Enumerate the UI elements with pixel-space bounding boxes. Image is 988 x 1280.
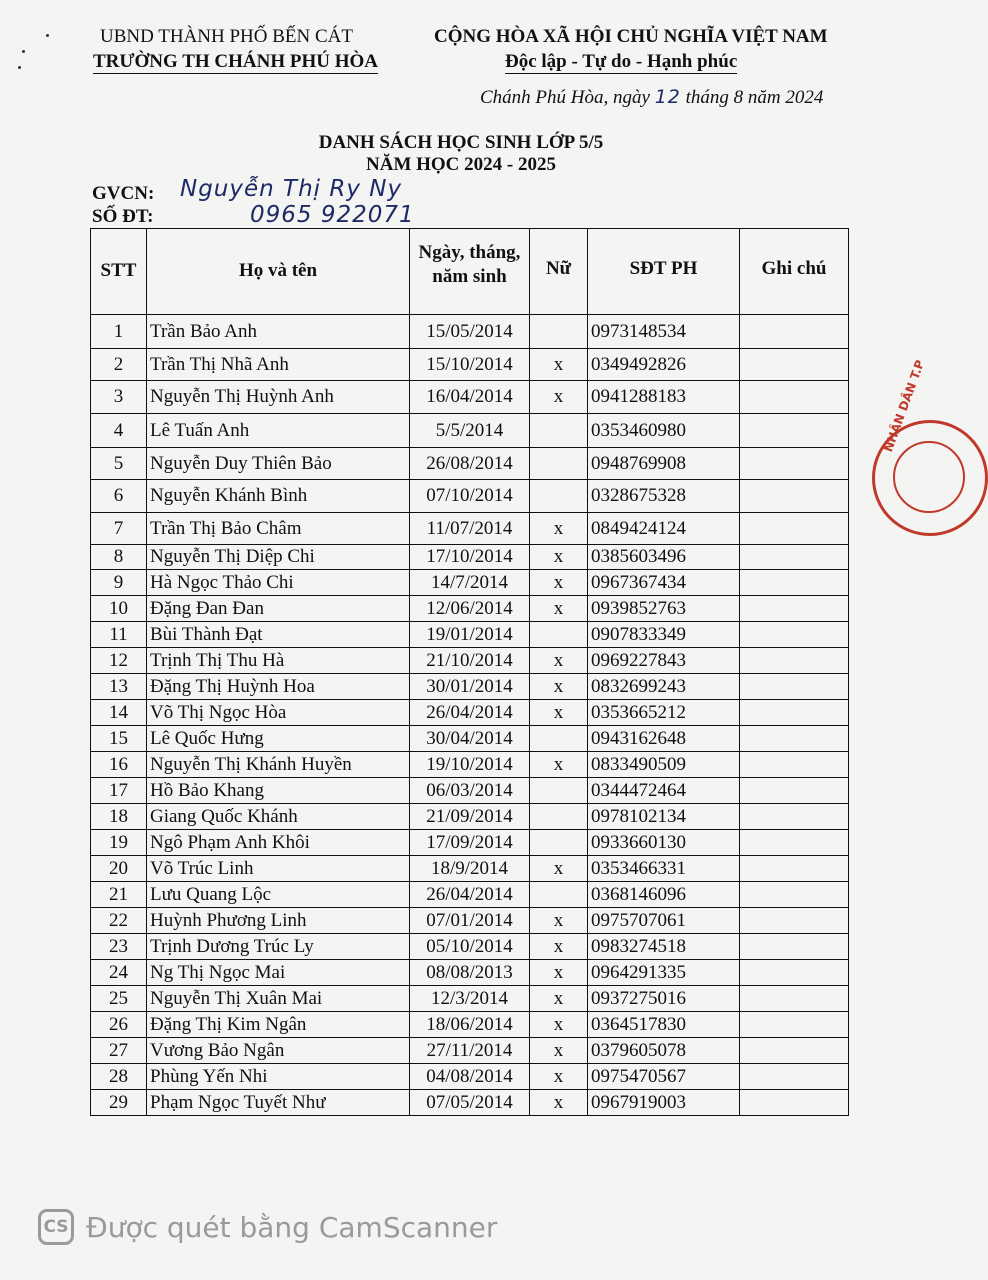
header-dob-line2: năm sinh — [432, 266, 507, 287]
cell-stt: 24 — [91, 960, 147, 986]
cell-note — [740, 1064, 849, 1090]
table-row — [91, 726, 849, 752]
camscanner-watermark — [38, 1207, 497, 1247]
cell-note — [740, 1038, 849, 1064]
table-row — [91, 414, 849, 448]
cell-parent-phone: 0939852763 — [588, 596, 740, 622]
table-row — [91, 700, 849, 726]
cell-female — [530, 804, 588, 830]
cell-parent-phone: 0379605078 — [588, 1038, 740, 1064]
cell-parent-phone: 0937275016 — [588, 986, 740, 1012]
document-title: DANH SÁCH HỌC SINH LỚP 5/5 — [318, 132, 604, 153]
cell-parent-phone: 0385603496 — [588, 545, 740, 570]
cell-name: Trần Bảo Anh — [147, 315, 410, 349]
table-row — [91, 448, 849, 480]
cell-name: Võ Trúc Linh — [147, 856, 410, 882]
cell-note — [740, 986, 849, 1012]
org-line-1: UBND THÀNH PHỐ BẾN CÁT — [100, 26, 353, 47]
cell-note — [740, 648, 849, 674]
cell-female: x — [530, 648, 588, 674]
scan-speck — [18, 66, 21, 69]
cell-dob: 30/01/2014 — [410, 674, 530, 700]
cell-parent-phone: 0353460980 — [588, 414, 740, 448]
cell-parent-phone: 0973148534 — [588, 315, 740, 349]
cell-parent-phone: 0832699243 — [588, 674, 740, 700]
header-dob-line1: Ngày, tháng, — [418, 242, 521, 263]
cell-dob: 19/01/2014 — [410, 622, 530, 648]
cell-stt: 6 — [91, 480, 147, 513]
cell-female: x — [530, 1064, 588, 1090]
teacher-label: GVCN: — [92, 183, 155, 204]
cell-female: x — [530, 908, 588, 934]
table-row — [91, 960, 849, 986]
cell-parent-phone: 0967919003 — [588, 1090, 740, 1116]
table-row — [91, 381, 849, 414]
camscanner-logo-icon: CS — [38, 1209, 74, 1245]
cell-female — [530, 448, 588, 480]
cell-stt: 11 — [91, 622, 147, 648]
cell-parent-phone: 0364517830 — [588, 1012, 740, 1038]
cell-name: Nguyễn Duy Thiên Bảo — [147, 448, 410, 480]
cell-note — [740, 414, 849, 448]
cell-dob: 18/9/2014 — [410, 856, 530, 882]
cell-parent-phone: 0353665212 — [588, 700, 740, 726]
cell-stt: 4 — [91, 414, 147, 448]
cell-dob: 21/09/2014 — [410, 804, 530, 830]
cell-note — [740, 960, 849, 986]
cell-name: Nguyễn Thị Khánh Huyền — [147, 752, 410, 778]
cell-stt: 27 — [91, 1038, 147, 1064]
cell-parent-phone: 0975707061 — [588, 908, 740, 934]
cell-female: x — [530, 381, 588, 414]
table-body — [91, 315, 849, 1116]
motto: Độc lập - Tự do - Hạnh phúc — [505, 51, 738, 72]
document-date — [480, 86, 823, 109]
cell-dob: 06/03/2014 — [410, 778, 530, 804]
cell-name: Nguyễn Thị Huỳnh Anh — [147, 381, 410, 414]
cell-stt: 3 — [91, 381, 147, 414]
cell-note — [740, 622, 849, 648]
cell-note — [740, 804, 849, 830]
table-row — [91, 622, 849, 648]
cell-note — [740, 545, 849, 570]
cell-stt: 20 — [91, 856, 147, 882]
header-note: Ghi chú — [740, 229, 849, 315]
date-prefix: Chánh Phú Hòa, ngày — [480, 87, 650, 108]
cell-parent-phone: 0948769908 — [588, 448, 740, 480]
header-name: Họ và tên — [147, 229, 410, 315]
cell-name: Giang Quốc Khánh — [147, 804, 410, 830]
cell-female: x — [530, 856, 588, 882]
cell-female: x — [530, 596, 588, 622]
cell-note — [740, 448, 849, 480]
cell-stt: 2 — [91, 349, 147, 381]
cell-female: x — [530, 934, 588, 960]
cell-female: x — [530, 1090, 588, 1116]
cell-dob: 5/5/2014 — [410, 414, 530, 448]
cell-name: Ngô Phạm Anh Khôi — [147, 830, 410, 856]
cell-stt: 17 — [91, 778, 147, 804]
scan-speck — [46, 34, 49, 37]
cell-note — [740, 778, 849, 804]
cell-female — [530, 622, 588, 648]
cell-dob: 07/05/2014 — [410, 1090, 530, 1116]
cell-stt: 1 — [91, 315, 147, 349]
cell-dob: 12/06/2014 — [410, 596, 530, 622]
cell-name: Hồ Bảo Khang — [147, 778, 410, 804]
teacher-phone-handwritten: 0965 922071 — [250, 202, 415, 228]
cell-name: Bùi Thành Đạt — [147, 622, 410, 648]
cell-note — [740, 1090, 849, 1116]
table-row — [91, 596, 849, 622]
cell-note — [740, 570, 849, 596]
cell-stt: 12 — [91, 648, 147, 674]
cell-note — [740, 596, 849, 622]
cell-stt: 21 — [91, 882, 147, 908]
header-stt: STT — [91, 229, 147, 315]
cell-parent-phone: 0933660130 — [588, 830, 740, 856]
school-name: TRƯỜNG TH CHÁNH PHÚ HÒA — [93, 51, 379, 72]
cell-stt: 18 — [91, 804, 147, 830]
table-row — [91, 752, 849, 778]
cell-note — [740, 674, 849, 700]
cell-note — [740, 882, 849, 908]
cell-stt: 13 — [91, 674, 147, 700]
table-row — [91, 648, 849, 674]
cell-dob: 04/08/2014 — [410, 1064, 530, 1090]
cell-note — [740, 700, 849, 726]
table-row — [91, 882, 849, 908]
cell-stt: 8 — [91, 545, 147, 570]
red-seal-stamp — [872, 358, 988, 536]
cell-stt: 23 — [91, 934, 147, 960]
cell-name: Nguyễn Thị Diệp Chi — [147, 545, 410, 570]
cell-parent-phone: 0967367434 — [588, 570, 740, 596]
cell-name: Phùng Yến Nhi — [147, 1064, 410, 1090]
cell-name: Đặng Đan Đan — [147, 596, 410, 622]
cell-parent-phone: 0349492826 — [588, 349, 740, 381]
table-row — [91, 1038, 849, 1064]
cell-female: x — [530, 513, 588, 545]
cell-note — [740, 1012, 849, 1038]
seal-inner-ring — [893, 441, 965, 513]
phone-label: SỐ ĐT: — [92, 206, 154, 227]
cell-name: Nguyễn Khánh Bình — [147, 480, 410, 513]
date-day-handwritten: 12 — [654, 86, 681, 108]
cell-stt: 7 — [91, 513, 147, 545]
table-row — [91, 513, 849, 545]
cell-dob: 07/01/2014 — [410, 908, 530, 934]
cell-female — [530, 882, 588, 908]
cell-parent-phone: 0849424124 — [588, 513, 740, 545]
cell-note — [740, 856, 849, 882]
cell-name: Lê Tuấn Anh — [147, 414, 410, 448]
table-row — [91, 908, 849, 934]
cell-dob: 19/10/2014 — [410, 752, 530, 778]
cell-dob: 17/10/2014 — [410, 545, 530, 570]
cell-dob: 08/08/2013 — [410, 960, 530, 986]
cell-parent-phone: 0833490509 — [588, 752, 740, 778]
cell-female: x — [530, 545, 588, 570]
cell-note — [740, 513, 849, 545]
cell-note — [740, 349, 849, 381]
cell-stt: 28 — [91, 1064, 147, 1090]
cell-dob: 11/07/2014 — [410, 513, 530, 545]
cell-female — [530, 414, 588, 448]
cell-stt: 5 — [91, 448, 147, 480]
cell-dob: 07/10/2014 — [410, 480, 530, 513]
cell-name: Huỳnh Phương Linh — [147, 908, 410, 934]
cell-parent-phone: 0941288183 — [588, 381, 740, 414]
table-row — [91, 545, 849, 570]
table-row — [91, 778, 849, 804]
cell-stt: 14 — [91, 700, 147, 726]
cell-parent-phone: 0368146096 — [588, 882, 740, 908]
table-row — [91, 349, 849, 381]
cell-note — [740, 908, 849, 934]
cell-female: x — [530, 674, 588, 700]
table-row — [91, 804, 849, 830]
cell-female: x — [530, 1012, 588, 1038]
cell-dob: 15/05/2014 — [410, 315, 530, 349]
cell-name: Trịnh Dương Trúc Ly — [147, 934, 410, 960]
cell-name: Đặng Thị Kim Ngân — [147, 1012, 410, 1038]
cell-female: x — [530, 986, 588, 1012]
cell-note — [740, 480, 849, 513]
cell-female — [530, 726, 588, 752]
cell-note — [740, 315, 849, 349]
nation-line-1: CỘNG HÒA XÃ HỘI CHỦ NGHĨA VIỆT NAM — [434, 26, 828, 47]
header-parent-phone: SĐT PH — [588, 229, 740, 315]
cell-name: Ng Thị Ngọc Mai — [147, 960, 410, 986]
cell-female: x — [530, 349, 588, 381]
cell-female — [530, 778, 588, 804]
cell-note — [740, 726, 849, 752]
cell-name: Lê Quốc Hưng — [147, 726, 410, 752]
cell-name: Trịnh Thị Thu Hà — [147, 648, 410, 674]
cell-female — [530, 830, 588, 856]
table-row — [91, 856, 849, 882]
cell-parent-phone: 0328675328 — [588, 480, 740, 513]
school-year: NĂM HỌC 2024 - 2025 — [366, 154, 556, 175]
cell-dob: 17/09/2014 — [410, 830, 530, 856]
cell-dob: 26/04/2014 — [410, 882, 530, 908]
cell-stt: 10 — [91, 596, 147, 622]
cell-dob: 14/7/2014 — [410, 570, 530, 596]
cell-dob: 26/04/2014 — [410, 700, 530, 726]
table-row — [91, 1090, 849, 1116]
header-dob — [410, 229, 530, 315]
cell-stt: 25 — [91, 986, 147, 1012]
cell-dob: 21/10/2014 — [410, 648, 530, 674]
cell-dob: 12/3/2014 — [410, 986, 530, 1012]
cell-name: Lưu Quang Lộc — [147, 882, 410, 908]
cell-parent-phone: 0353466331 — [588, 856, 740, 882]
cell-parent-phone: 0344472464 — [588, 778, 740, 804]
table-row — [91, 480, 849, 513]
cell-name: Trần Thị Bảo Châm — [147, 513, 410, 545]
seal-text: NHÂN DÂN T.P — [881, 358, 928, 454]
cell-parent-phone: 0978102134 — [588, 804, 740, 830]
table-row — [91, 1012, 849, 1038]
cell-name: Nguyễn Thị Xuân Mai — [147, 986, 410, 1012]
table-row — [91, 570, 849, 596]
cell-name: Đặng Thị Huỳnh Hoa — [147, 674, 410, 700]
date-rest: tháng 8 năm 2024 — [685, 87, 824, 108]
watermark-text: Được quét bằng CamScanner — [86, 1210, 498, 1244]
cell-dob: 05/10/2014 — [410, 934, 530, 960]
cell-stt: 9 — [91, 570, 147, 596]
cell-female — [530, 315, 588, 349]
table-row — [91, 830, 849, 856]
cell-dob: 18/06/2014 — [410, 1012, 530, 1038]
cell-stt: 22 — [91, 908, 147, 934]
cell-female — [530, 480, 588, 513]
table-row — [91, 986, 849, 1012]
nation-line-2 — [505, 51, 737, 73]
table-row — [91, 1064, 849, 1090]
cell-dob: 30/04/2014 — [410, 726, 530, 752]
cell-dob: 26/08/2014 — [410, 448, 530, 480]
cell-note — [740, 830, 849, 856]
table-row — [91, 315, 849, 349]
cell-stt: 19 — [91, 830, 147, 856]
cell-parent-phone: 0964291335 — [588, 960, 740, 986]
cell-parent-phone: 0983274518 — [588, 934, 740, 960]
cell-female: x — [530, 570, 588, 596]
cell-female: x — [530, 960, 588, 986]
table-header-row — [91, 229, 849, 315]
cell-name: Trần Thị Nhã Anh — [147, 349, 410, 381]
table-row — [91, 934, 849, 960]
cell-parent-phone: 0969227843 — [588, 648, 740, 674]
cell-stt: 29 — [91, 1090, 147, 1116]
table-row — [91, 674, 849, 700]
scan-speck — [22, 50, 25, 53]
header-female: Nữ — [530, 229, 588, 315]
cell-parent-phone: 0975470567 — [588, 1064, 740, 1090]
org-line-2 — [93, 51, 378, 73]
student-roster-table — [90, 228, 849, 1116]
cell-note — [740, 381, 849, 414]
cell-name: Võ Thị Ngọc Hòa — [147, 700, 410, 726]
cell-parent-phone: 0907833349 — [588, 622, 740, 648]
cell-dob: 27/11/2014 — [410, 1038, 530, 1064]
cell-name: Hà Ngọc Thảo Chi — [147, 570, 410, 596]
cell-dob: 16/04/2014 — [410, 381, 530, 414]
cell-name: Phạm Ngọc Tuyết Như — [147, 1090, 410, 1116]
cell-stt: 26 — [91, 1012, 147, 1038]
cell-dob: 15/10/2014 — [410, 349, 530, 381]
cell-female: x — [530, 1038, 588, 1064]
cell-note — [740, 752, 849, 778]
cell-note — [740, 934, 849, 960]
cell-name: Vương Bảo Ngân — [147, 1038, 410, 1064]
cell-stt: 15 — [91, 726, 147, 752]
teacher-name-handwritten: Nguyễn Thị Ry Ny — [180, 176, 403, 202]
cell-female: x — [530, 700, 588, 726]
cell-parent-phone: 0943162648 — [588, 726, 740, 752]
cell-female: x — [530, 752, 588, 778]
cell-stt: 16 — [91, 752, 147, 778]
